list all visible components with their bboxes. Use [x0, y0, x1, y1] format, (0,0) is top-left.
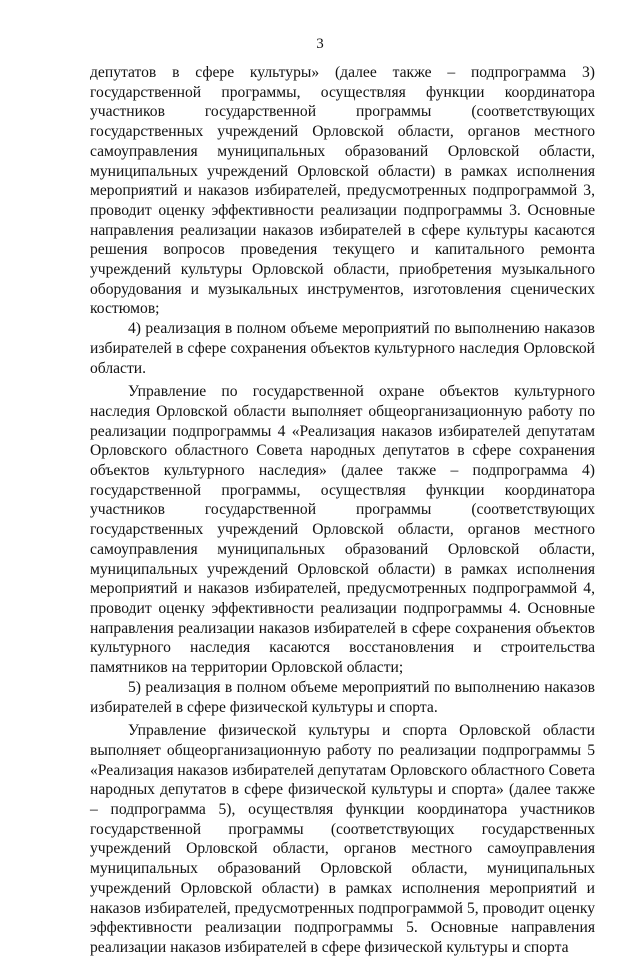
paragraph-continuation: депутатов в сфере культуры» (далее также – подпрограмма 3) государственной программы, осуществляя функции координатора участников государственной программы (соответствующих государственных учреждений Орловской области, органов местного самоуправления муниципальных образований Орловской области, муниципальных учреждений Орловской области) в рамках исполнения мероприятий и наказов избирателей, предусмотренных подпрограммой 3, проводит оценку эффективности реализации подпрограммы 3. Основные направления реализации наказов избирателей в сфере культуры касаются решения вопросов проведения текущего и капитального ремонта учреждений культуры Орловской области, приобретения музыкального оборудования и музыкальных инструментов, изготовления сценических костюмов; — [90, 64, 595, 318]
paragraph-item-4: 4) реализация в полном объеме мероприятий по выполнению наказов избирателей в сфере сохранения объектов культурного наследия Орловской области. — [90, 320, 595, 377]
paragraph-heritage-department: Управление по государственной охране объектов культурного наследия Орловской области выполняет общеорганизационную работу по реализации подпрограммы 4 «Реализация наказов избирателей депутатам Орловского областного Совета народных депутатов в сфере сохранения объектов культурного наследия» (далее также – подпрограмма 4) государственной программы, осуществляя функции координатора участников государственной программы (соответствующих государственных учреждений Орловской области, органов местного самоуправления муниципальных образований Орловской области, муниципальных учреждений Орловской области) в рамках исполнения мероприятий и наказов избирателей, предусмотренных подпрограммой 4, проводит оценку эффективности реализации подпрограммы 4. Основные направления реализации наказов избирателей в сфере сохранения объектов культурного наследия касаются восстановления и строительства памятников на территории Орловской области; — [90, 383, 595, 677]
paragraph-sport-department: Управление физической культуры и спорта Орловской области выполняет общеорганизационную работу по реализации подпрограммы 5 «Реализация наказов избирателей депутатам Орловского областного Совета народных депутатов в сфере физической культуры и спорта» (далее также – подпрограмма 5), осуществляя функции координатора участников государственной программы (соответствующих государственных учреждений Орловской области, органов местного самоуправления муниципальных образований Орловской области, муниципальных учреждений Орловской области) в рамках исполнения мероприятий и наказов избирателей, предусмотренных подпрограммой 5, проводит оценку эффективности реализации подпрограммы 5. Основные направления реализации наказов избирателей в сфере физической культуры и спорта — [90, 722, 595, 956]
page-number: 3 — [316, 36, 324, 52]
document-body — [90, 63, 595, 958]
paragraph-item-5: 5) реализация в полном объеме мероприятий по выполнению наказов избирателей в сфере физической культуры и спорта. — [90, 678, 595, 716]
